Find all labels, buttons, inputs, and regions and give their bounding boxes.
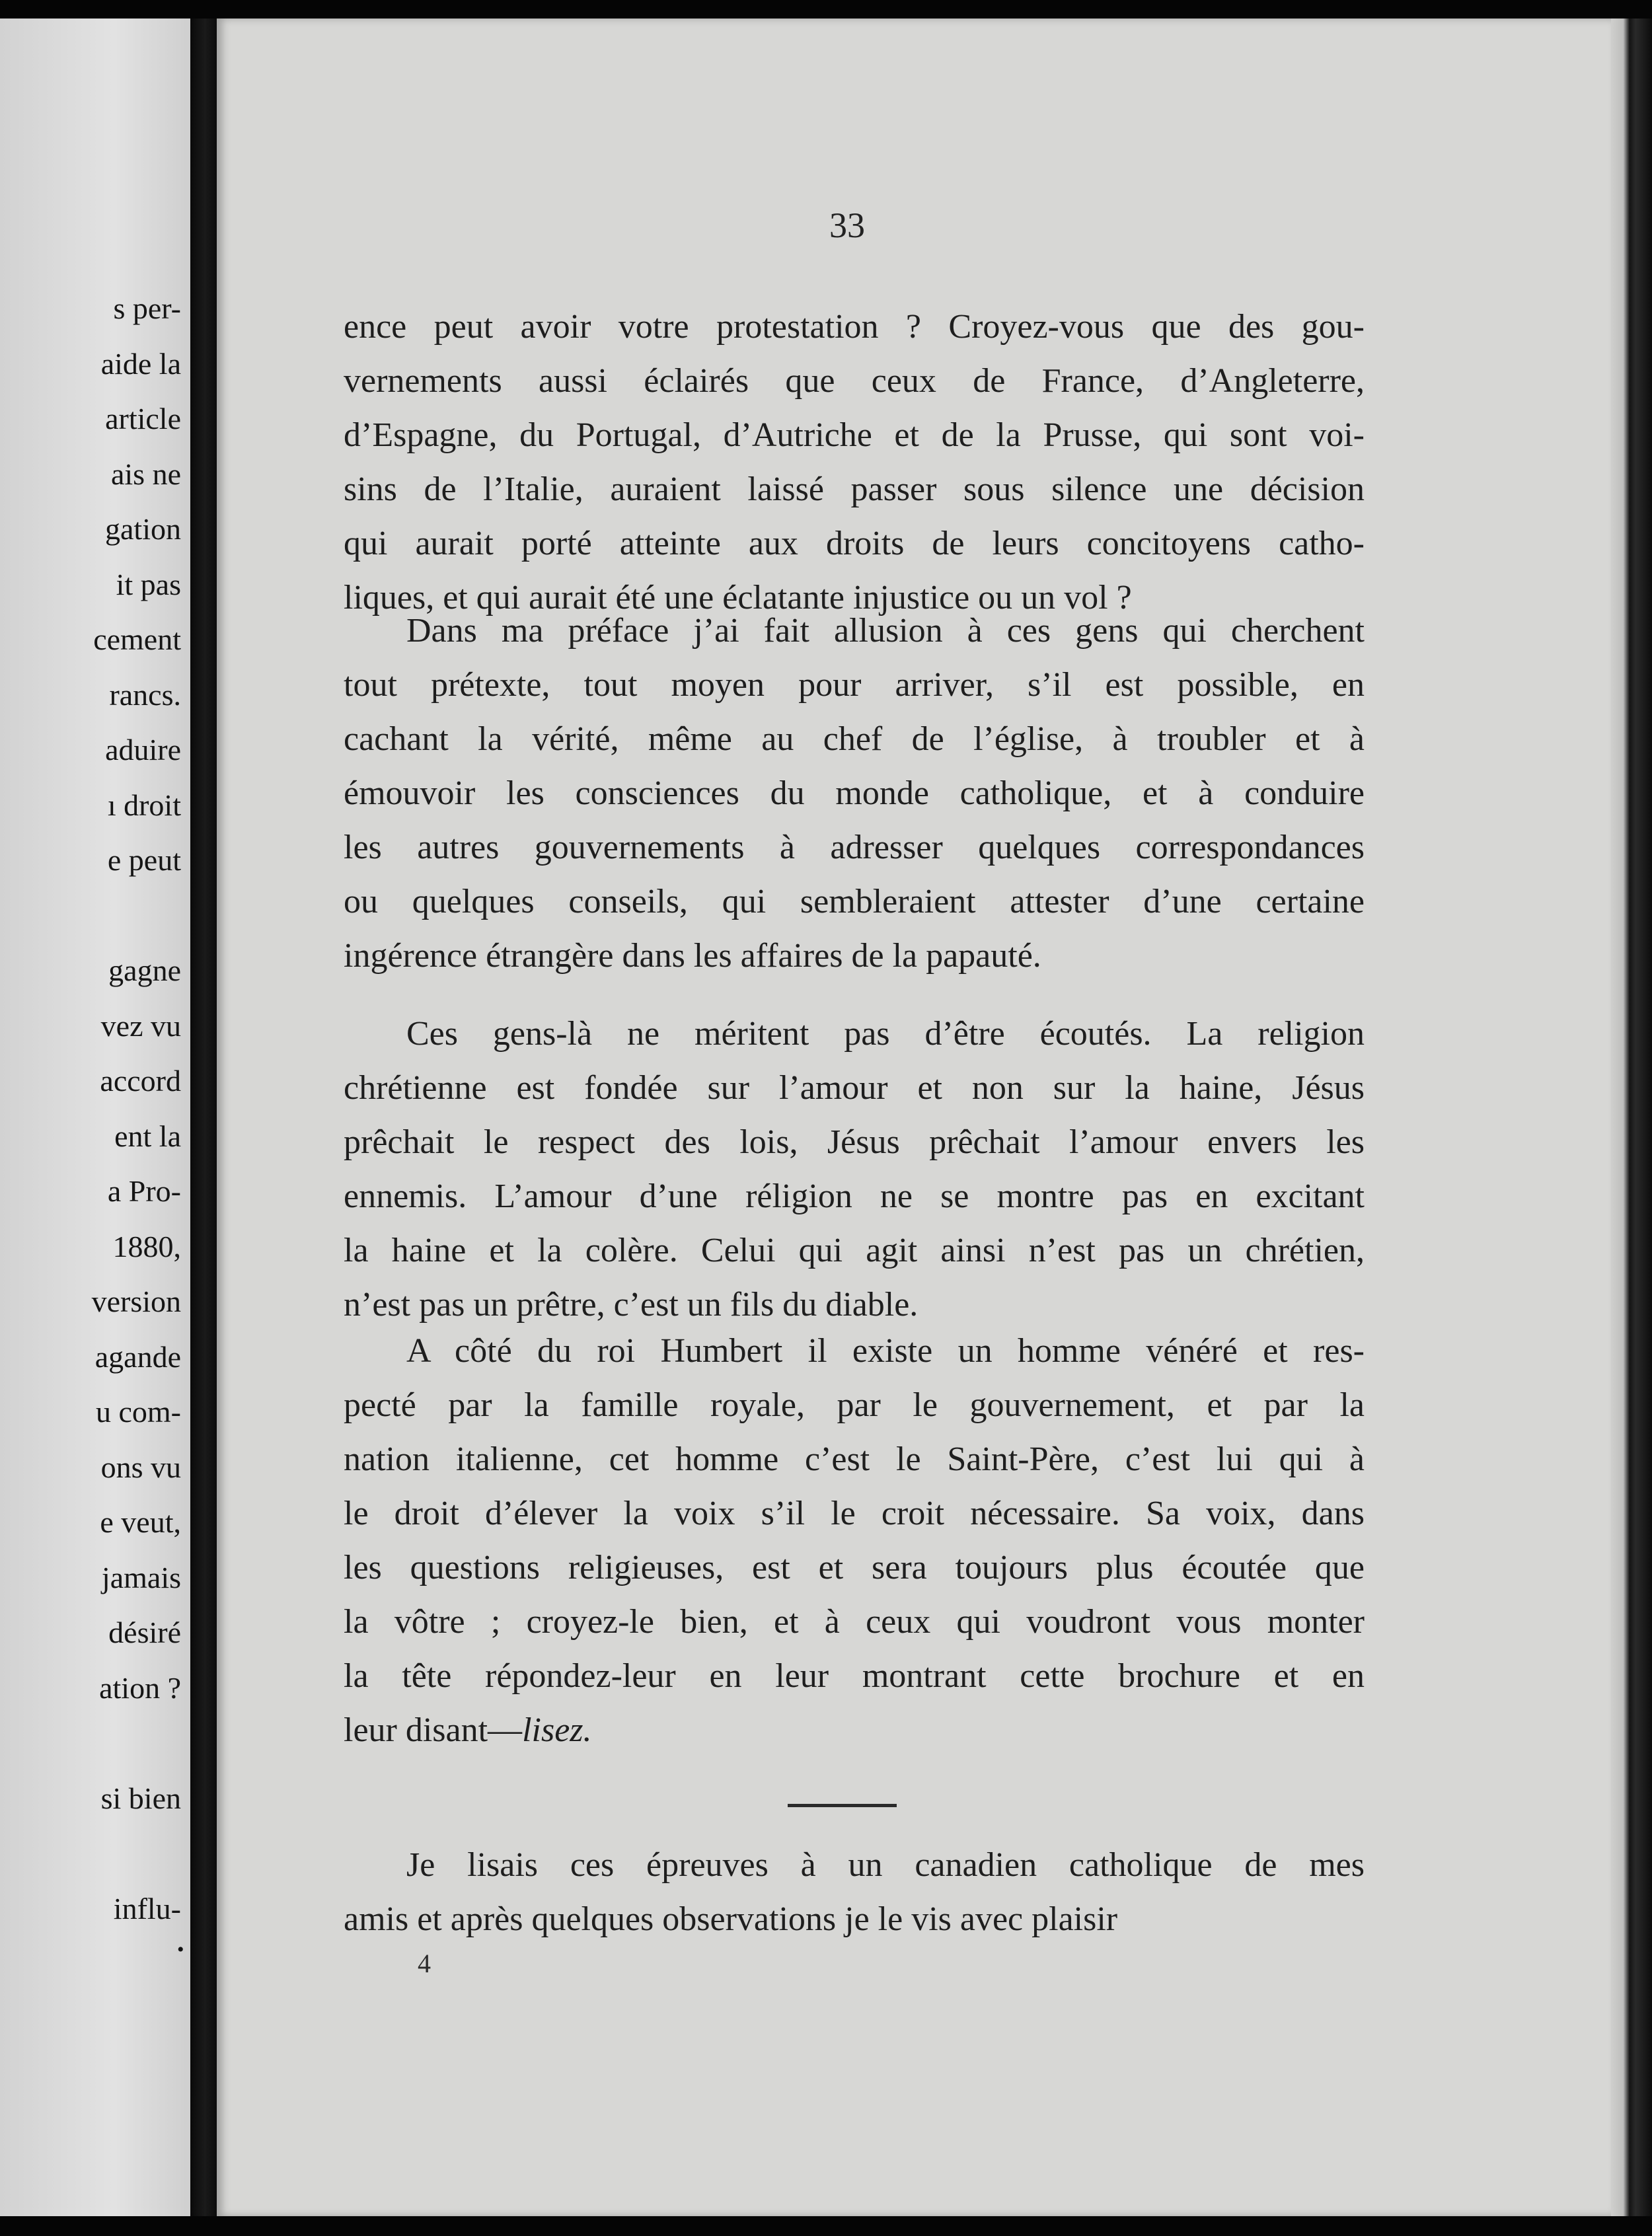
left-page-line: ı droit <box>107 788 181 822</box>
text-line: émouvoir les consciences du monde catholique, et à conduire <box>344 774 1365 812</box>
text-line: nation italienne, cet homme c’est le Saint-Père, c’est lui qui à <box>344 1440 1365 1478</box>
text-line: Dans ma préface j’ai fait allusion à ces gens qui cherchent <box>406 612 1365 650</box>
margin-dot: • <box>177 1939 184 1960</box>
left-page-line: ent la <box>114 1119 181 1153</box>
text-line: ingérence étrangère dans les affaires de la papauté. <box>344 937 1041 975</box>
closing-text: leur disant— <box>344 1711 523 1749</box>
left-page-line: version <box>91 1285 181 1318</box>
left-page-line: rancs. <box>109 677 181 712</box>
scan-border-top <box>0 0 1652 19</box>
left-page-line: influ- <box>113 1891 181 1925</box>
left-page-line: s per- <box>113 291 181 325</box>
left-page-line: cement <box>93 622 181 656</box>
text-line: qui aurait porté atteinte aux droits de leurs concitoyens catho- <box>344 525 1365 562</box>
left-page-line: 1880, <box>112 1229 181 1263</box>
left-page-line: article <box>105 402 181 435</box>
text-line: vernements aussi éclairés que ceux de France, d’Angleterre, <box>344 362 1365 400</box>
left-page-line: u com- <box>95 1395 181 1429</box>
left-page-line: a Pro- <box>107 1174 181 1208</box>
text-line: Ces gens-là ne méritent pas d’être écoutés. La religion <box>406 1015 1365 1053</box>
text-line: d’Espagne, du Portugal, d’Autriche et de la Prusse, qui sont voi- <box>344 416 1365 454</box>
left-page-line: gagne <box>108 953 181 987</box>
previous-page-strip <box>0 19 190 2216</box>
left-page-line: si bien <box>100 1781 181 1815</box>
scan-border-bottom <box>0 2216 1652 2236</box>
left-page-line: désiré <box>108 1616 181 1649</box>
text-line: les questions religieuses, est et sera toujours plus écoutée que <box>344 1549 1365 1586</box>
text-line: cachant la vérité, même au chef de l’église, à troubler et à <box>344 720 1365 758</box>
text-line: A côté du roi Humbert il existe un homme vénéré et res- <box>406 1332 1365 1370</box>
book-gutter <box>190 19 217 2216</box>
section-rule <box>788 1804 897 1807</box>
text-line: pecté par la famille royale, par le gouvernement, et par la <box>344 1386 1365 1424</box>
left-page-line: ais ne <box>110 457 181 491</box>
text-line: liques, et qui aurait été une éclatante injustice ou un vol ? <box>344 579 1132 616</box>
page-edge <box>1611 19 1652 2216</box>
text-line: les autres gouvernements à adresser quelques correspondances <box>344 829 1365 866</box>
left-page-line: agande <box>94 1339 181 1374</box>
text-line: tout prétexte, tout moyen pour arriver, s’il est possible, en <box>344 666 1365 704</box>
left-page-line: jamais <box>101 1560 181 1594</box>
left-page-line: e veut, <box>100 1505 181 1539</box>
text-line: n’est pas un prêtre, c’est un fils du diable. <box>344 1286 919 1323</box>
text-line: la haine et la colère. Celui qui agit ainsi n’est pas un chrétien, <box>344 1232 1365 1269</box>
text-line: ence peut avoir votre protestation ? Croyez-vous que des gou- <box>344 308 1365 346</box>
text-line: amis et après quelques observations je le vis avec plaisir <box>344 1900 1118 1938</box>
left-page-line: accord <box>100 1064 181 1098</box>
left-page-line: aduire <box>105 733 181 766</box>
text-line: le droit d’élever la voix s’il le croit nécessaire. Sa voix, dans <box>344 1495 1365 1532</box>
left-page-line: vez vu <box>100 1008 181 1043</box>
left-page-line: e peut <box>107 843 181 877</box>
signature-mark: 4 <box>418 1949 431 1978</box>
text-line: la vôtre ; croyez-le bien, et à ceux qui voudront vous monter <box>344 1603 1365 1641</box>
text-line: chrétienne est fondée sur l’amour et non sur la haine, Jésus <box>344 1069 1365 1107</box>
text-line: prêchait le respect des lois, Jésus prêchait l’amour envers les <box>344 1123 1365 1161</box>
text-line: ou quelques conseils, qui sembleraient attester d’une certaine <box>344 883 1365 920</box>
text-line: sins de l’Italie, auraient laissé passer sous silence une décision <box>344 470 1365 508</box>
text-line: Je lisais ces épreuves à un canadien catholique de mes <box>406 1846 1365 1884</box>
left-page-line: aide la <box>100 346 181 381</box>
page-number: 33 <box>829 205 865 245</box>
left-page-line: gation <box>105 512 181 546</box>
text-line: la tête répondez-leur en leur montrant cette brochure et en <box>344 1657 1365 1695</box>
left-page-line: ons vu <box>100 1450 181 1484</box>
left-page-line: it pas <box>116 567 181 601</box>
left-page-line: ation ? <box>99 1670 181 1705</box>
closing-italic-word: lisez. <box>522 1711 592 1749</box>
text-line: ennemis. L’amour d’une réligion ne se montre pas en excitant <box>344 1177 1365 1215</box>
text-line-closing <box>344 1709 1365 1752</box>
